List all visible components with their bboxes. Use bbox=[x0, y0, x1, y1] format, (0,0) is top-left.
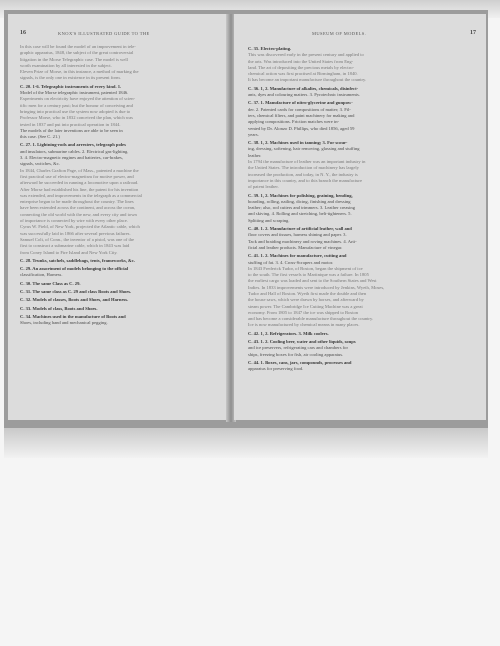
text-line: and ice preservers, refrigerating cars and chambers for bbox=[248, 345, 348, 351]
text-line: this case. (See C. 21.) bbox=[20, 134, 60, 140]
text-line: C. 38. 1, 2. Machines used in tanning; 3. For scour- bbox=[248, 140, 348, 146]
text-line: In this case will be found the model of an improvement in tele- bbox=[20, 44, 136, 49]
text-line: years. bbox=[248, 131, 259, 137]
text-line: floor covers and tissues, harness shining and paper. 3. bbox=[248, 232, 347, 238]
text-line: classification, Harness. bbox=[20, 272, 63, 278]
text-line: was extended, and improvements in the telegraph as a commercial bbox=[20, 192, 142, 198]
left-running-head: KNOX'S ILLUSTRATED GUIDE TO THE bbox=[58, 31, 150, 36]
left-page bbox=[8, 14, 228, 420]
text-line: the United States. The introduction of machinery has largely bbox=[248, 165, 359, 171]
text-line: In 1843 Frederick Tudor, of Boston, began the shipment of ice bbox=[248, 265, 363, 271]
scan-bottom-shadow bbox=[4, 428, 488, 458]
text-line: chemical action was first practised at Birmingham, in 1840. bbox=[248, 71, 358, 77]
text-line: C. 28. Trunks, satchels, saddlebags, tents, frameworks, &c. bbox=[20, 257, 136, 263]
text-line: C. 20. 1-6. Telegraphic instruments of every kind. 1. bbox=[20, 83, 122, 89]
text-line: ships, freezing boxes for fish, air cooling apparatus. bbox=[248, 351, 344, 357]
text-line: the earliest cargo was loaded and sent to the Southern States and West bbox=[248, 278, 377, 284]
text-line: enterprise began to be made throughout the country. The lines bbox=[20, 199, 134, 205]
text-line: ters, chemical filters, and paint machinery for making and bbox=[248, 112, 355, 118]
text-line: ants, dyes and colouring matters. 3. Pyrotechnic instruments. bbox=[248, 92, 360, 98]
text-line: C. 42. 1, 2. Refrigerators. 3. Milk coolers. bbox=[248, 330, 329, 336]
text-line: Cyrus W. Field, of New York, projected the Atlantic cable, which bbox=[20, 224, 140, 230]
text-line: leather. bbox=[248, 152, 262, 158]
text-line: and skiving. 4. Rolling and stretching, belt-tighteners. 5. bbox=[248, 211, 352, 217]
text-line: C. 31. The same class as C. 29 and class Boots and Shoes. bbox=[20, 288, 132, 294]
text-line: and insulators, submarine cables. 2. Electrical gas-lighting. bbox=[20, 148, 129, 154]
text-line: afterward he succeeded in running a locomotive upon a railroad. bbox=[20, 180, 139, 186]
text-line: Shoes, including hand and mechanical pegging. bbox=[20, 320, 108, 326]
text-line: leather; also, rod cutters and trimmers. 3. Leather creasing bbox=[248, 205, 356, 211]
text-line: stuffing of fat. 3. 4. Cross-Scrapers and motor. bbox=[248, 259, 334, 265]
text-line: and has become a considerable manufacture throughout the country. bbox=[248, 316, 374, 322]
text-line: first to construct a submarine cable, which in 1843 was laid bbox=[20, 243, 130, 249]
text-line: Professor Morse, who in 1832 conceived the plan, which was bbox=[20, 115, 133, 121]
right-running-head: MUSEUM OF MODELS. bbox=[312, 31, 367, 36]
text-line: first practical use of electro-magnetism for motive power, and bbox=[20, 173, 134, 179]
text-line: the arts. Was introduced into the United States from Eng- bbox=[248, 58, 354, 64]
text-line: Tudor and Hall of Boston. Wyeth first made the double and then bbox=[248, 290, 367, 296]
text-line: was successfully laid in 1866 after several previous failures. bbox=[20, 230, 131, 236]
left-page-number: 16 bbox=[20, 30, 26, 36]
text-line: C. 44. 1. Boxes, cans, jars, compounds, processes and bbox=[248, 359, 352, 365]
text-line: tific men for a century past; but the honour of conceiving and bbox=[20, 102, 133, 108]
text-line: Indies. In 1833 improvements were introduced by Jenkins, Wyeth, Moses, bbox=[248, 284, 385, 290]
text-line: ficial and leather products. Manufacture of vinegar. bbox=[248, 244, 343, 250]
text-line: Experiments on electricity have enjoyed the attention of scien- bbox=[20, 96, 136, 102]
text-line: C. 43. 1. 2. Cooling beer, water and other liquids, soups bbox=[248, 339, 356, 345]
text-line: vented by Dr. Alonzo D. Phillips, who died 1856, aged 59 bbox=[248, 125, 355, 131]
text-line: Eleven Prize of Morse, in this instance, a method of marking the bbox=[20, 69, 139, 75]
text-line: Splitting and scraping. bbox=[248, 217, 290, 223]
text-line: C. 34. Machines used in the manufacture of Boots and bbox=[20, 313, 126, 319]
text-line: apparatus for preserving food. bbox=[248, 366, 304, 372]
text-line: ing, dressing, softening, hair removing, glassing and stuffing bbox=[248, 146, 360, 152]
text-line: increased the production, and today, in N. Y., the industry is bbox=[248, 171, 358, 177]
text-line: signals, switches, &c. bbox=[20, 161, 60, 167]
text-line: Samuel Colt, of Conn., the inventor of a pistol, was one of the bbox=[20, 236, 135, 242]
text-line: bringing into practical use the system now adopted is due to bbox=[20, 108, 131, 114]
text-line: C. 37. 1. Manufacture of nitro-glycerine and gunpow- bbox=[248, 100, 353, 106]
text-line: of patent leather. bbox=[248, 184, 279, 190]
text-line: In 1794 the manufacture of leather was an important industry in bbox=[248, 159, 366, 165]
text-line: economy. From 1805 to 1847 the ice was shipped to Boston bbox=[248, 309, 359, 315]
text-line: litigation in the Morse Telegraphic case. The model is well bbox=[20, 56, 128, 62]
text-line: importance in this country, and to this branch the manufacture bbox=[248, 177, 362, 183]
text-line: 3. 4. Electro-magnetic engines and batteries, car-brakes, bbox=[20, 155, 123, 161]
right-page-number: 17 bbox=[470, 30, 476, 36]
text-line: C. 40. 1. 2. Manufacture of artificial leather, wall and bbox=[248, 226, 352, 232]
text-line: This was discovered early in the present century and applied to bbox=[248, 52, 364, 58]
text-line: Model of the Morse telegraphic instrument, patented 1846. bbox=[20, 90, 129, 96]
text-line: After Morse had established his line, the patent for his invention bbox=[20, 186, 139, 192]
text-line: the house saws, which were drawn by horses, and afterward by bbox=[248, 297, 364, 303]
text-line: C. 41. 1. 2. Machines for manufacture, cutting and bbox=[248, 253, 347, 259]
text-line: The models of the later inventions are able to be seen in bbox=[20, 127, 123, 133]
text-line: to the south. The first vessels to Martinique was a failure. In 1805 bbox=[248, 272, 369, 278]
text-line: C. 33. Models of class, Boots and Shoes. bbox=[20, 305, 98, 311]
text-line: C. 27. 1. Lightning-rods and arresters, telegraph poles bbox=[20, 142, 126, 148]
text-line: have been extended across the continent, and across the ocean, bbox=[20, 205, 136, 211]
text-line: tested in 1837 and put into practical operation in 1844. bbox=[20, 121, 121, 127]
text-line: applying compositions. Friction matches were in- bbox=[248, 119, 340, 125]
text-line: boarding, rolling, nailing, dicing, finishing and dressing bbox=[248, 198, 351, 204]
right-page bbox=[234, 14, 486, 420]
text-line: land. The art of depositing the precious metals by electro- bbox=[248, 64, 355, 70]
text-line: In 1844, Charles Grafton Page, of Mass., patented a machine the bbox=[20, 167, 139, 173]
text-line: C. 30. The same Class as C. 29. bbox=[20, 280, 81, 286]
text-line: It has become an important manufacture throughout the country. bbox=[248, 77, 367, 83]
text-line: connecting the old world with the new, and every city and town bbox=[20, 211, 137, 217]
text-line: of importance is connected by wire with every other place. bbox=[20, 218, 128, 224]
text-line: C. 32. Models of classes, Boots and Shoes, and Harness. bbox=[20, 297, 129, 303]
text-line: C. 36. 1, 2. Manufacture of alkalies, chemicals, disinfect- bbox=[248, 85, 359, 91]
text-line: steam power. The Cambridge Ice Cutting Machine was a great bbox=[248, 303, 363, 309]
text-line: C. 39. 1, 2. Machines for polishing, graining, bending, bbox=[248, 192, 353, 198]
text-line: worth examination by all interested in the subject. bbox=[20, 62, 112, 68]
text-line: Ice is now manufactured by chemical means in many places. bbox=[248, 322, 360, 328]
text-line: C. 35. Electro-plating. bbox=[248, 46, 292, 51]
text-line: C. 29. An assortment of models belonging to the official bbox=[20, 266, 129, 272]
text-line: graphic apparatus, 1848, the subject of the great controversial bbox=[20, 50, 134, 56]
text-line: Tack and braiding machinery and roving machines. 4. Arti- bbox=[248, 238, 357, 244]
text-line: from Coney Island to Fire Island and New York City. bbox=[20, 249, 118, 255]
text-line: der. 2. Patented cards for compositions of matter; 3. Fil- bbox=[248, 106, 351, 112]
text-line: signals, is the only one in existence in its present form. bbox=[20, 75, 121, 81]
